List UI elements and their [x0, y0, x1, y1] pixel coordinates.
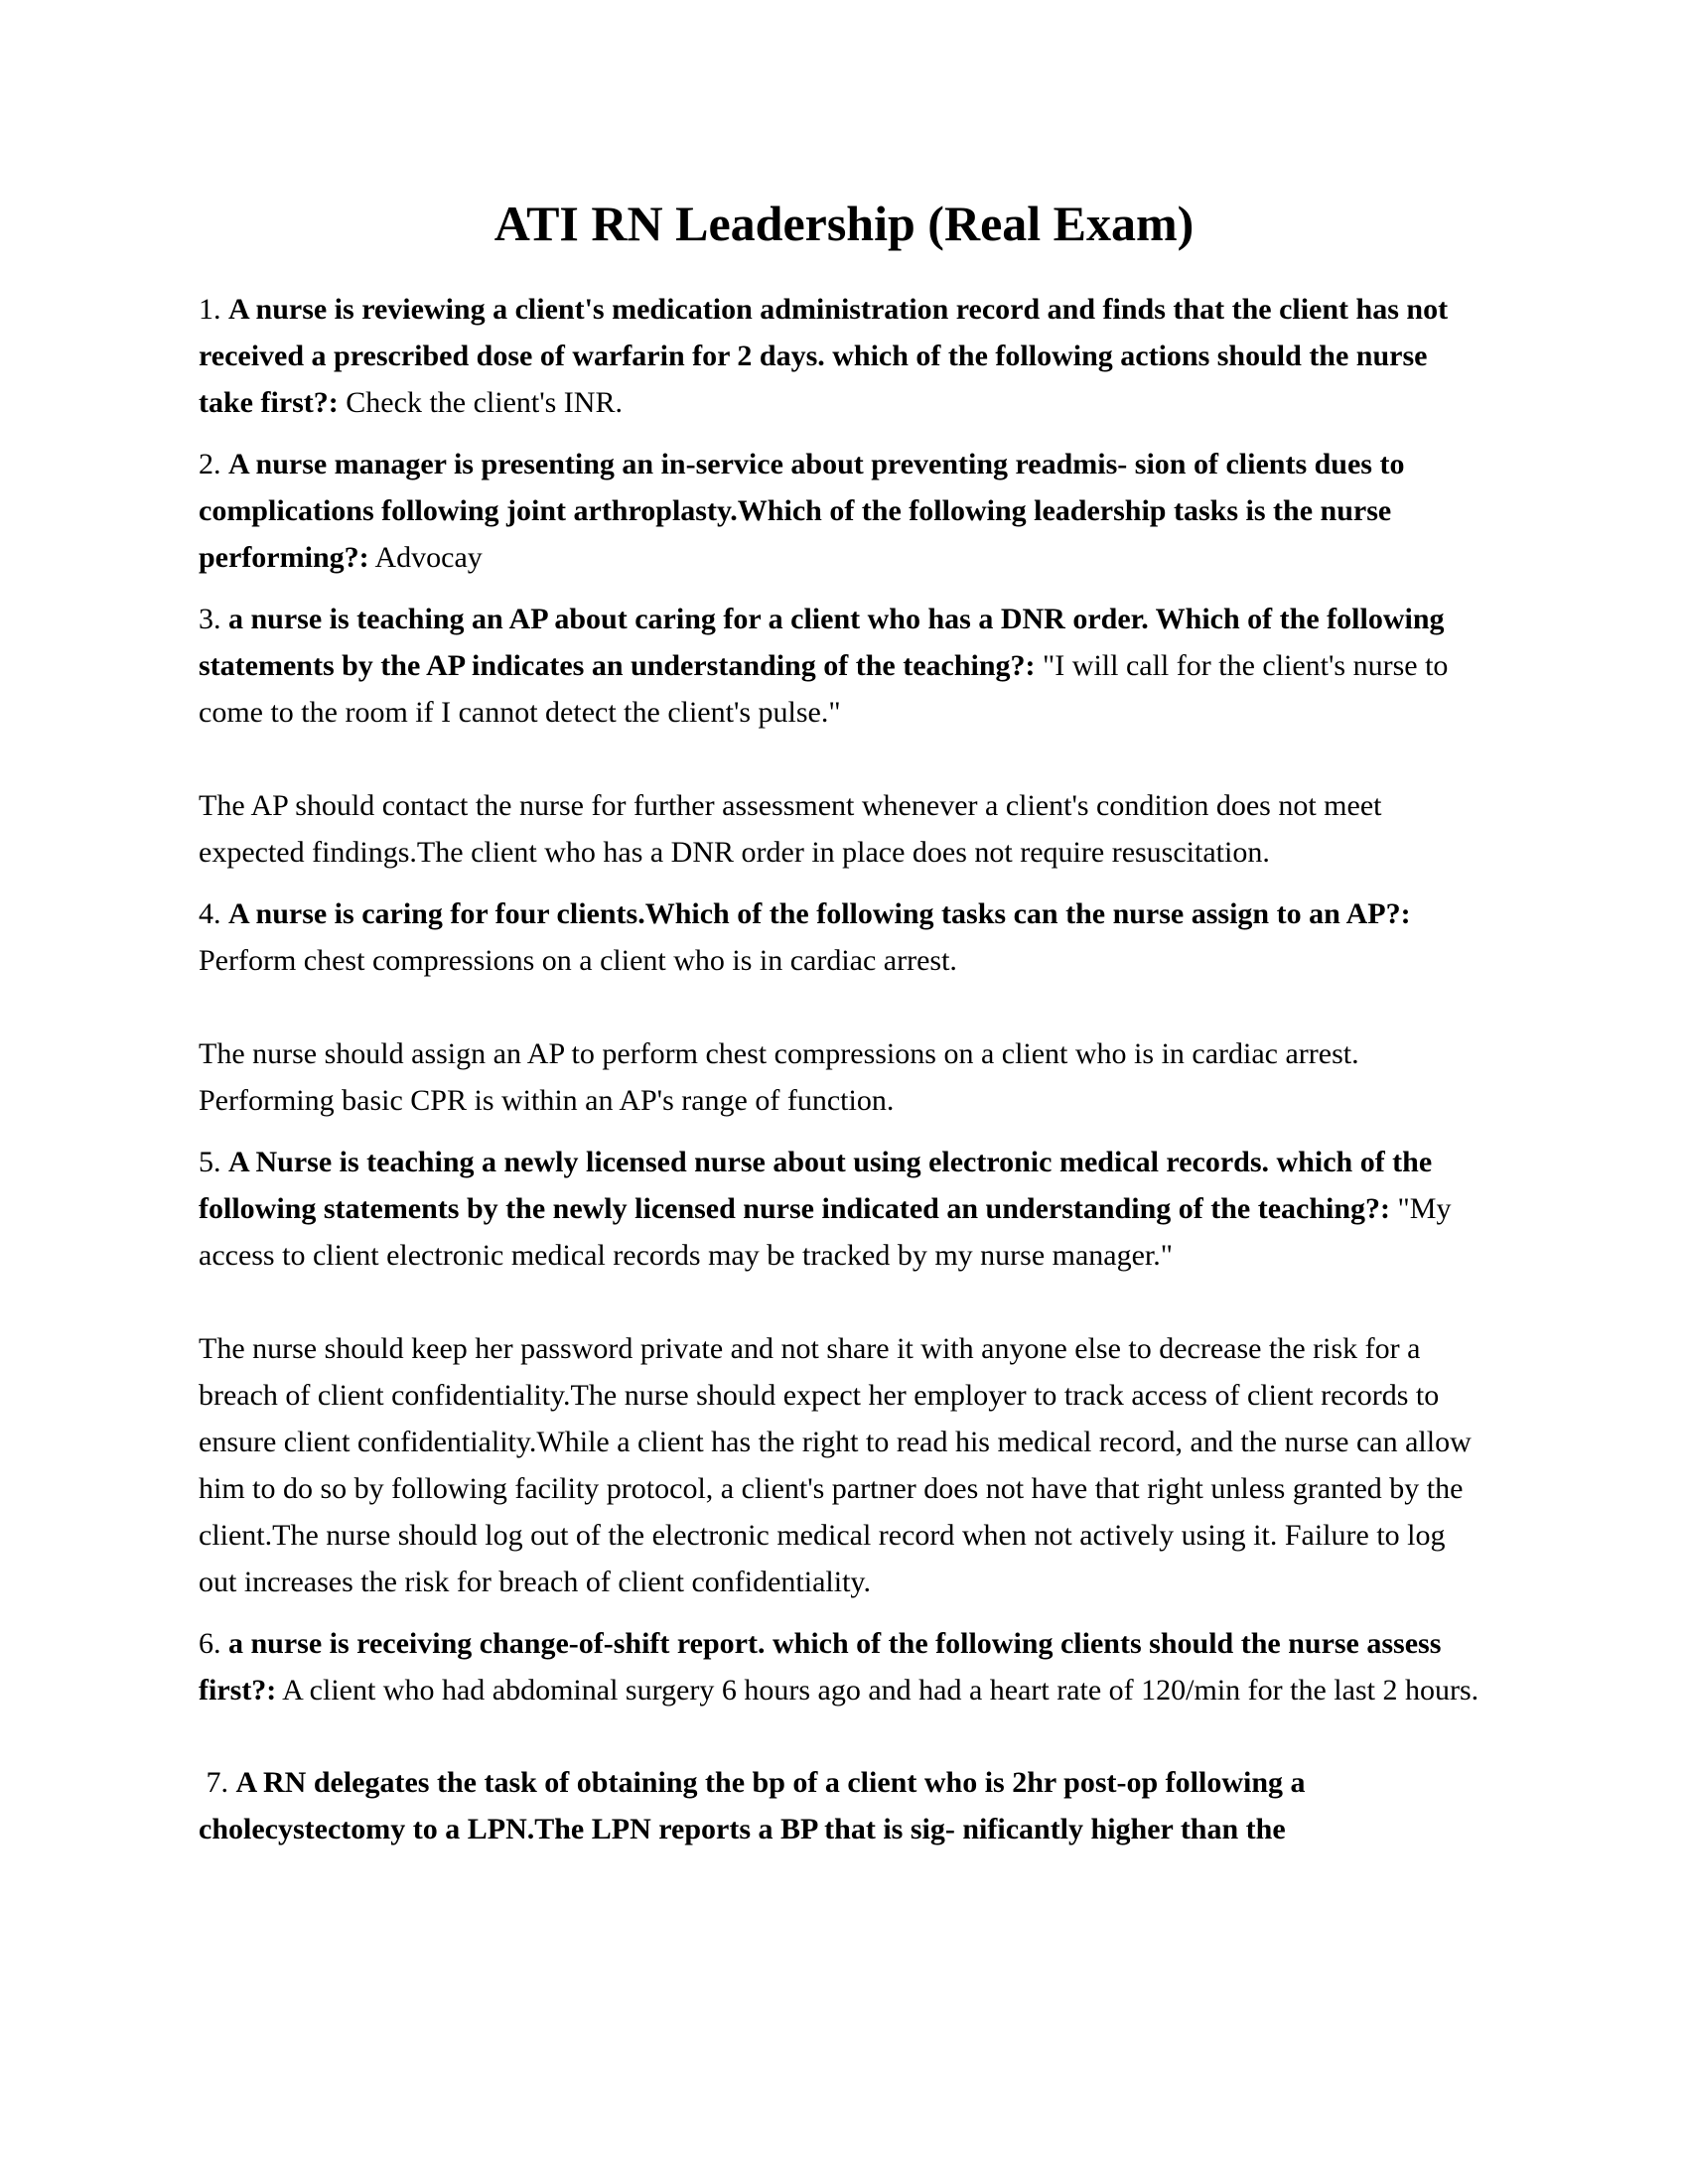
question-text: A RN delegates the task of obtaining the bp of a client who is 2hr post-op following a cholecystectomy to a LPN.The LPN reports a BP that is sig- nificantly higher than the — [199, 1766, 1306, 1845]
question-text: a nurse is teaching an AP about caring for a client who has a DNR order. Which of the following statements by the AP indicates an understanding of the teaching?: — [199, 603, 1445, 682]
answer-text: A client who had abdominal surgery 6 hours ago and had a heart rate of 120/min for the last 2 hours. — [282, 1674, 1479, 1706]
question-7 — [199, 1759, 1481, 1852]
question-number: 2. — [199, 448, 221, 480]
question-5 — [199, 1139, 1481, 1279]
question-1 — [199, 286, 1481, 426]
question-number: 7. — [206, 1766, 228, 1799]
answer-text: Perform chest compressions on a client who is in cardiac arrest. — [199, 944, 957, 977]
answer-text: Advocay — [374, 541, 483, 574]
question-text: A nurse manager is presenting an in-service about preventing readmis- sion of clients dues to complications following joint arthroplasty.Which of the following leadership tasks is the nurse performing?: — [199, 448, 1405, 574]
question-2 — [199, 441, 1481, 581]
question-number: 4. — [199, 897, 221, 930]
explanation-3: The AP should contact the nurse for further assessment whenever a client's condition does not meet expected findings.The client who has a DNR order in place does not require resuscitation. — [199, 789, 1382, 869]
document-body — [199, 286, 1481, 1867]
question-text: A nurse is reviewing a client's medication administration record and finds that the client has not received a prescribed dose of warfarin for 2 days. which of the following actions should the nurse take first?: — [199, 293, 1449, 419]
question-6 — [199, 1620, 1481, 1713]
explanation-4: The nurse should assign an AP to perform chest compressions on a client who is in cardiac arrest. Performing basic CPR is within an AP's range of function. — [199, 1037, 1359, 1117]
answer-text: "I will call for the client's nurse to come to the room if I cannot detect the client's pulse." — [199, 649, 1449, 729]
question-number: 5. — [199, 1146, 221, 1178]
answer-text: "My access to client electronic medical records may be tracked by my nurse manager." — [199, 1192, 1452, 1272]
question-4 — [199, 890, 1481, 984]
question-text: A Nurse is teaching a newly licensed nurse about using electronic medical records. which of the following statements by the newly licensed nurse indicated an understanding of the teaching?: — [199, 1146, 1433, 1225]
question-number: 6. — [199, 1627, 221, 1660]
question-number: 3. — [199, 603, 221, 635]
answer-text: Check the client's INR. — [346, 386, 623, 419]
document-title: ATI RN Leadership (Real Exam) — [493, 196, 1195, 251]
question-text: A nurse is caring for four clients.Which of the following tasks can the nurse assign to an AP?: — [228, 897, 1411, 930]
explanation-5: The nurse should keep her password private and not share it with anyone else to decrease the risk for a breach of client confidentiality.The nurse should expect her employer to track access of client records to ensure client confidentiality.While a client has the right to read his medical record, and the nurse can allow him to do so by following facility protocol, a client's partner does not have that right unless granted by the client.The nurse should log out of the electronic medical record when not actively using it. Failure to log out increases the risk for breach of client confidentiality. — [199, 1332, 1472, 1598]
question-text: a nurse is receiving change-of-shift report. which of the following clients should the nurse assess first?: — [199, 1627, 1442, 1706]
question-3 — [199, 596, 1481, 736]
question-number: 1. — [199, 293, 221, 326]
